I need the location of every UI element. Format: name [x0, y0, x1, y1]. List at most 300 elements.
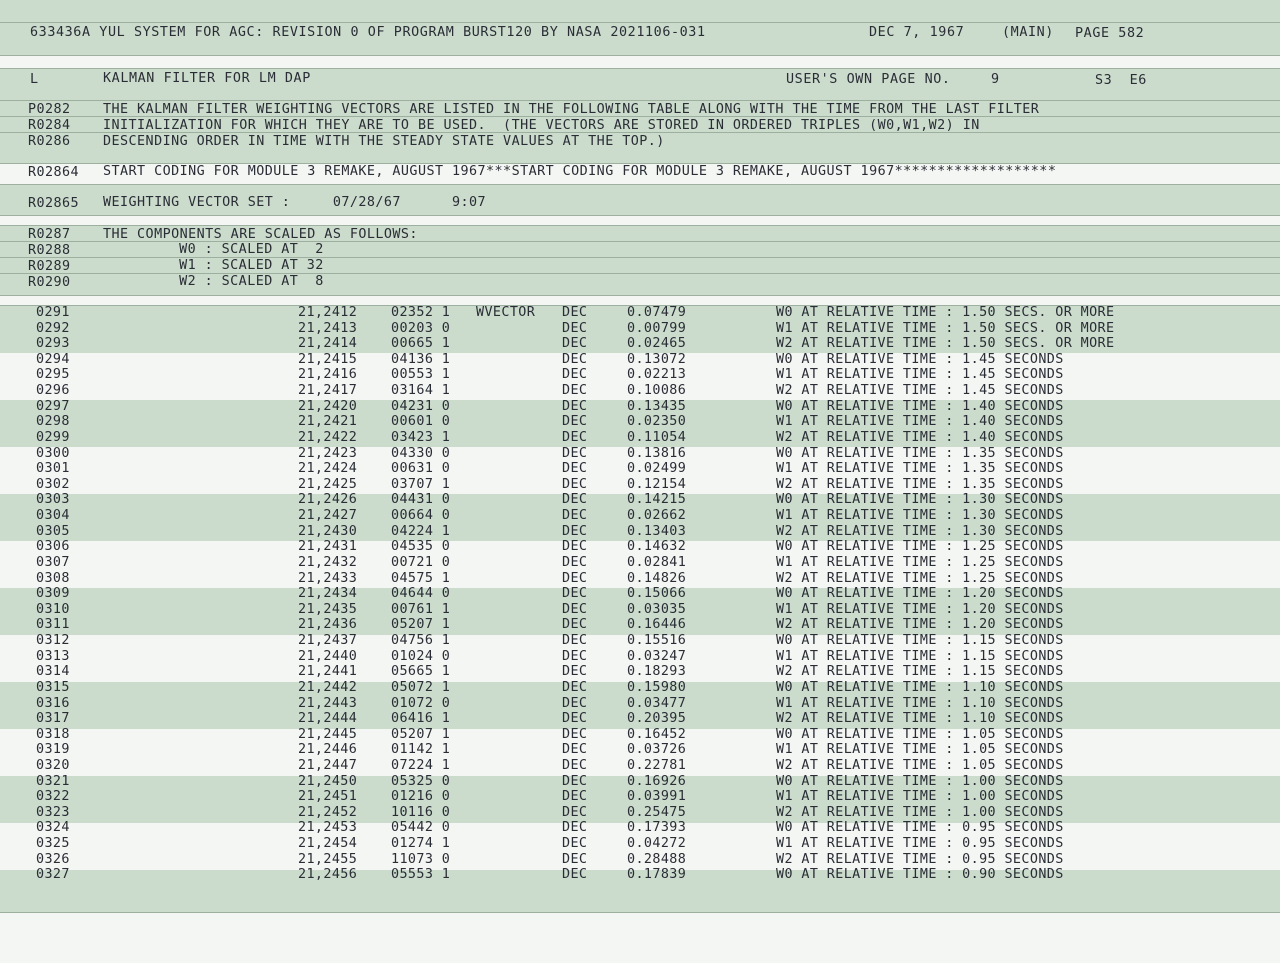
octal-word: 01024 0: [391, 648, 451, 664]
memory-address: 21,2442: [298, 679, 358, 695]
operand-value: 0.02213: [627, 367, 687, 383]
octal-word: 05207 1: [391, 617, 451, 633]
opcode: DEC: [562, 305, 588, 320]
memory-address: 21,2452: [298, 804, 358, 820]
opcode: DEC: [562, 523, 588, 539]
opcode: DEC: [562, 398, 588, 414]
comment: W2 AT RELATIVE TIME : 1.40 SECONDS: [776, 429, 1064, 445]
octal-word: 04644 0: [391, 586, 451, 602]
listing-row: [0, 617, 1280, 633]
paper-rule: [0, 22, 1280, 23]
comment: W0 AT RELATIVE TIME : 1.35 SECONDS: [776, 445, 1064, 461]
line-number: 0304: [36, 508, 70, 524]
remark-line-number: R0290: [28, 275, 71, 290]
memory-address: 21,2421: [298, 414, 358, 430]
comment: W2 AT RELATIVE TIME : 1.20 SECONDS: [776, 617, 1064, 633]
listing-row: [0, 461, 1280, 477]
header-date: DEC 7, 1967: [869, 25, 965, 40]
octal-word: 07224 1: [391, 757, 451, 773]
octal-word: 00664 0: [391, 508, 451, 524]
octal-word: 04231 0: [391, 398, 451, 414]
listing-row: [0, 789, 1280, 805]
remark-line-number: R0287: [28, 227, 71, 242]
line-number: 0297: [36, 398, 70, 414]
operand-value: 0.02499: [627, 461, 687, 477]
memory-address: 21,2415: [298, 351, 358, 367]
memory-address: 21,2431: [298, 539, 358, 555]
line-number: 0322: [36, 789, 70, 805]
opcode: DEC: [562, 633, 588, 649]
operand-value: 0.04272: [627, 836, 687, 852]
memory-address: 21,2437: [298, 633, 358, 649]
listing-row: [0, 852, 1280, 868]
listing-row: [0, 414, 1280, 430]
opcode: DEC: [562, 476, 588, 492]
memory-address: 21,2424: [298, 461, 358, 477]
listing-row: [0, 524, 1280, 540]
header-page-number: PAGE 582: [1075, 26, 1145, 41]
opcode: DEC: [562, 320, 588, 336]
operand-value: 0.16446: [627, 617, 687, 633]
opcode: DEC: [562, 554, 588, 570]
operand-value: 0.13816: [627, 445, 687, 461]
log-marker: L: [30, 72, 39, 87]
octal-word: 03164 1: [391, 383, 451, 399]
comment: W0 AT RELATIVE TIME : 1.05 SECONDS: [776, 726, 1064, 742]
memory-address: 21,2441: [298, 664, 358, 680]
octal-word: 04136 1: [391, 351, 451, 367]
memory-address: 21,2453: [298, 820, 358, 836]
comment: W1 AT RELATIVE TIME : 1.25 SECONDS: [776, 554, 1064, 570]
listing-row: [0, 321, 1280, 337]
memory-address: 21,2436: [298, 617, 358, 633]
octal-word: 03423 1: [391, 429, 451, 445]
remark-line-number: R0284: [28, 118, 71, 133]
octal-word: 03707 1: [391, 476, 451, 492]
comment: W2 AT RELATIVE TIME : 0.95 SECONDS: [776, 851, 1064, 867]
listing-row: [0, 680, 1280, 696]
opcode: DEC: [562, 664, 588, 680]
symbol-label: WVECTOR: [476, 305, 536, 320]
opcode: DEC: [562, 742, 588, 758]
comment: W2 AT RELATIVE TIME : 1.05 SECONDS: [776, 757, 1064, 773]
line-number: 0310: [36, 601, 70, 617]
octal-word: 05553 1: [391, 867, 451, 883]
operand-value: 0.14215: [627, 492, 687, 508]
memory-address: 21,2426: [298, 492, 358, 508]
operand-value: 0.17393: [627, 820, 687, 836]
line-number: 0325: [36, 836, 70, 852]
opcode: DEC: [562, 711, 588, 727]
scaling-text: THE COMPONENTS ARE SCALED AS FOLLOWS:: [103, 227, 418, 242]
listing-row: [0, 383, 1280, 399]
listing-row: [0, 633, 1280, 649]
remark-line-number: R0288: [28, 243, 71, 258]
octal-word: 00665 1: [391, 336, 451, 352]
operand-value: 0.02841: [627, 554, 687, 570]
memory-address: 21,2445: [298, 726, 358, 742]
paper-rule: [0, 68, 1280, 69]
memory-address: 21,2454: [298, 836, 358, 852]
operand-value: 0.15980: [627, 679, 687, 695]
scaling-text: W2 : SCALED AT 8: [111, 274, 324, 289]
opcode: DEC: [562, 383, 588, 399]
opcode: DEC: [562, 336, 588, 352]
memory-address: 21,2413: [298, 320, 358, 336]
comment: W0 AT RELATIVE TIME : 1.45 SECONDS: [776, 351, 1064, 367]
opcode: DEC: [562, 851, 588, 867]
memory-address: 21,2422: [298, 429, 358, 445]
line-number: 0293: [36, 336, 70, 352]
comment: W2 AT RELATIVE TIME : 1.30 SECONDS: [776, 523, 1064, 539]
paper-rule: [0, 215, 1280, 216]
remark-text: THE KALMAN FILTER WEIGHTING VECTORS ARE LISTED IN THE FOLLOWING TABLE ALONG WITH THE TIME FROM THE LAST FILTER: [103, 102, 1040, 117]
opcode: DEC: [562, 757, 588, 773]
opcode: DEC: [562, 414, 588, 430]
listing-row: [0, 477, 1280, 493]
line-number: 0308: [36, 570, 70, 586]
comment: W0 AT RELATIVE TIME : 0.95 SECONDS: [776, 820, 1064, 836]
octal-word: 05665 1: [391, 664, 451, 680]
operand-value: 0.15066: [627, 586, 687, 602]
opcode: DEC: [562, 726, 588, 742]
memory-address: 21,2414: [298, 336, 358, 352]
octal-word: 10116 0: [391, 804, 451, 820]
line-number: 0306: [36, 539, 70, 555]
octal-word: 04224 1: [391, 523, 451, 539]
remark-line-number: R0286: [28, 134, 71, 149]
user-page-label: USER'S OWN PAGE NO.: [786, 72, 951, 87]
remark-line-number: R02864: [28, 165, 80, 180]
memory-address: 21,2432: [298, 554, 358, 570]
operand-value: 0.20395: [627, 711, 687, 727]
comment: W2 AT RELATIVE TIME : 1.50 SECS. OR MORE: [776, 336, 1115, 352]
listing-row: [0, 367, 1280, 383]
line-number: 0323: [36, 804, 70, 820]
operand-value: 0.25475: [627, 804, 687, 820]
line-number: 0316: [36, 695, 70, 711]
remark-text: DESCENDING ORDER IN TIME WITH THE STEADY STATE VALUES AT THE TOP.): [103, 134, 665, 149]
line-number: 0314: [36, 664, 70, 680]
comment: W1 AT RELATIVE TIME : 1.30 SECONDS: [776, 508, 1064, 524]
listing-row: [0, 758, 1280, 774]
paper-band: [0, 912, 1280, 963]
opcode: DEC: [562, 539, 588, 555]
octal-word: 04431 0: [391, 492, 451, 508]
line-number: 0295: [36, 367, 70, 383]
listing-row: [0, 508, 1280, 524]
comment: W0 AT RELATIVE TIME : 1.15 SECONDS: [776, 633, 1064, 649]
line-number: 0317: [36, 711, 70, 727]
line-number: 0324: [36, 820, 70, 836]
opcode: DEC: [562, 508, 588, 524]
octal-word: 01142 1: [391, 742, 451, 758]
comment: W1 AT RELATIVE TIME : 1.15 SECONDS: [776, 648, 1064, 664]
listing-row: [0, 696, 1280, 712]
opcode: DEC: [562, 679, 588, 695]
line-number: 0292: [36, 320, 70, 336]
opcode: DEC: [562, 820, 588, 836]
octal-word: 05207 1: [391, 726, 451, 742]
opcode: DEC: [562, 804, 588, 820]
comment: W2 AT RELATIVE TIME : 1.00 SECONDS: [776, 804, 1064, 820]
comment: W0 AT RELATIVE TIME : 1.25 SECONDS: [776, 539, 1064, 555]
listing-row: [0, 836, 1280, 852]
comment: W1 AT RELATIVE TIME : 1.40 SECONDS: [776, 414, 1064, 430]
octal-word: 04575 1: [391, 570, 451, 586]
octal-word: 04535 0: [391, 539, 451, 555]
octal-word: 00601 0: [391, 414, 451, 430]
listing-row: [0, 492, 1280, 508]
listing-row: [0, 430, 1280, 446]
memory-address: 21,2423: [298, 445, 358, 461]
listing-row: [0, 711, 1280, 727]
opcode: DEC: [562, 429, 588, 445]
line-number: 0311: [36, 617, 70, 633]
octal-word: 05072 1: [391, 679, 451, 695]
comment: W1 AT RELATIVE TIME : 1.50 SECS. OR MORE: [776, 320, 1115, 336]
comment: W1 AT RELATIVE TIME : 1.00 SECONDS: [776, 789, 1064, 805]
weighting-vector-set: WEIGHTING VECTOR SET : 07/28/67 9:07: [103, 195, 487, 210]
line-number: 0312: [36, 633, 70, 649]
operand-value: 0.16452: [627, 726, 687, 742]
comment: W0 AT RELATIVE TIME : 1.40 SECONDS: [776, 398, 1064, 414]
paper-rule: [0, 100, 1280, 101]
operand-value: 0.28488: [627, 851, 687, 867]
opcode: DEC: [562, 648, 588, 664]
remark-text: INITIALIZATION FOR WHICH THEY ARE TO BE USED. (THE VECTORS ARE STORED IN ORDERED TRIPLES (W0,W1,W2) IN: [103, 118, 980, 133]
opcode: DEC: [562, 617, 588, 633]
line-number: 0302: [36, 476, 70, 492]
octal-word: 01072 0: [391, 695, 451, 711]
listing-row: [0, 805, 1280, 821]
line-number: 0303: [36, 492, 70, 508]
octal-word: 00761 1: [391, 601, 451, 617]
line-number: 0315: [36, 679, 70, 695]
listing-row: [0, 399, 1280, 415]
start-coding-banner: START CODING FOR MODULE 3 REMAKE, AUGUST 1967***START CODING FOR MODULE 3 REMAKE, AUGUST 1967*******************: [103, 164, 1057, 179]
octal-word: 04330 0: [391, 445, 451, 461]
memory-address: 21,2433: [298, 570, 358, 586]
listing-row: [0, 352, 1280, 368]
memory-address: 21,2440: [298, 648, 358, 664]
memory-address: 21,2417: [298, 383, 358, 399]
line-number: 0305: [36, 523, 70, 539]
comment: W2 AT RELATIVE TIME : 1.15 SECONDS: [776, 664, 1064, 680]
comment: W0 AT RELATIVE TIME : 1.50 SECS. OR MORE: [776, 305, 1115, 320]
listing-row: [0, 727, 1280, 743]
listing-row: [0, 571, 1280, 587]
octal-word: 01274 1: [391, 836, 451, 852]
operand-value: 0.13435: [627, 398, 687, 414]
user-page-number: 9: [991, 72, 1000, 87]
listing-row: [0, 602, 1280, 618]
operand-value: 0.13072: [627, 351, 687, 367]
operand-value: 0.14632: [627, 539, 687, 555]
line-number: 0294: [36, 351, 70, 367]
octal-word: 11073 0: [391, 851, 451, 867]
line-number: 0319: [36, 742, 70, 758]
memory-address: 21,2435: [298, 601, 358, 617]
octal-word: 04756 1: [391, 633, 451, 649]
memory-address: 21,2447: [298, 757, 358, 773]
memory-address: 21,2427: [298, 508, 358, 524]
comment: W0 AT RELATIVE TIME : 1.10 SECONDS: [776, 679, 1064, 695]
comment: W0 AT RELATIVE TIME : 1.00 SECONDS: [776, 773, 1064, 789]
comment: W1 AT RELATIVE TIME : 1.10 SECONDS: [776, 695, 1064, 711]
line-number: 0300: [36, 445, 70, 461]
listing-row: [0, 446, 1280, 462]
operand-value: 0.16926: [627, 773, 687, 789]
memory-address: 21,2425: [298, 476, 358, 492]
listing-row: [0, 336, 1280, 352]
comment: W0 AT RELATIVE TIME : 0.90 SECONDS: [776, 867, 1064, 883]
operand-value: 0.13403: [627, 523, 687, 539]
octal-word: 06416 1: [391, 711, 451, 727]
opcode: DEC: [562, 367, 588, 383]
listing-row: [0, 820, 1280, 836]
operand-value: 0.03726: [627, 742, 687, 758]
listing-row: [0, 305, 1280, 321]
line-number: 0296: [36, 383, 70, 399]
paper-band: [0, 55, 1280, 68]
comment: W1 AT RELATIVE TIME : 1.20 SECONDS: [776, 601, 1064, 617]
operand-value: 0.03035: [627, 601, 687, 617]
operand-value: 0.03247: [627, 648, 687, 664]
opcode: DEC: [562, 586, 588, 602]
opcode: DEC: [562, 351, 588, 367]
operand-value: 0.03991: [627, 789, 687, 805]
operand-value: 0.11054: [627, 429, 687, 445]
opcode: DEC: [562, 461, 588, 477]
paper-rule: [0, 912, 1280, 913]
octal-word: 01216 0: [391, 789, 451, 805]
line-number: 0313: [36, 648, 70, 664]
scaling-text: W0 : SCALED AT 2: [111, 242, 324, 257]
log-section-title: KALMAN FILTER FOR LM DAP: [103, 71, 311, 86]
line-number: 0321: [36, 773, 70, 789]
memory-address: 21,2443: [298, 695, 358, 711]
paper-rule: [0, 55, 1280, 56]
operand-value: 0.12154: [627, 476, 687, 492]
memory-address: 21,2416: [298, 367, 358, 383]
remark-line-number: R02865: [28, 196, 80, 211]
octal-word: 05325 0: [391, 773, 451, 789]
opcode: DEC: [562, 492, 588, 508]
comment: W2 AT RELATIVE TIME : 1.25 SECONDS: [776, 570, 1064, 586]
operand-value: 0.03477: [627, 695, 687, 711]
paper-rule: [0, 295, 1280, 296]
listing-row: [0, 664, 1280, 680]
listing-row: [0, 742, 1280, 758]
line-number: 0320: [36, 757, 70, 773]
memory-address: 21,2434: [298, 586, 358, 602]
line-number: 0299: [36, 429, 70, 445]
operand-value: 0.10086: [627, 383, 687, 399]
operand-value: 0.02465: [627, 336, 687, 352]
memory-address: 21,2451: [298, 789, 358, 805]
paper-rule: [0, 184, 1280, 185]
opcode: DEC: [562, 836, 588, 852]
memory-address: 21,2455: [298, 851, 358, 867]
line-number: 0318: [36, 726, 70, 742]
octal-word: 05442 0: [391, 820, 451, 836]
comment: W0 AT RELATIVE TIME : 1.20 SECONDS: [776, 586, 1064, 602]
octal-word: 02352 1: [391, 305, 451, 320]
memory-address: 21,2446: [298, 742, 358, 758]
memory-address: 21,2420: [298, 398, 358, 414]
listing-row: [0, 586, 1280, 602]
octal-word: 00553 1: [391, 367, 451, 383]
opcode: DEC: [562, 445, 588, 461]
opcode: DEC: [562, 867, 588, 883]
operand-value: 0.02350: [627, 414, 687, 430]
comment: W1 AT RELATIVE TIME : 1.35 SECONDS: [776, 461, 1064, 477]
opcode: DEC: [562, 601, 588, 617]
operand-value: 0.18293: [627, 664, 687, 680]
operand-value: 0.15516: [627, 633, 687, 649]
paper-rule: [0, 225, 1280, 226]
operand-value: 0.14826: [627, 570, 687, 586]
operand-value: 0.00799: [627, 320, 687, 336]
comment: W1 AT RELATIVE TIME : 1.45 SECONDS: [776, 367, 1064, 383]
listing-row: [0, 539, 1280, 555]
remark-line-number: R0289: [28, 259, 71, 274]
operand-value: 0.22781: [627, 757, 687, 773]
operand-value: 0.07479: [627, 305, 687, 320]
scaling-text: W1 : SCALED AT 32: [111, 258, 324, 273]
operand-value: 0.17839: [627, 867, 687, 883]
line-number: 0327: [36, 867, 70, 883]
opcode: DEC: [562, 695, 588, 711]
line-number: 0307: [36, 554, 70, 570]
listing-row: [0, 555, 1280, 571]
line-number: 0291: [36, 305, 70, 320]
line-number: 0309: [36, 586, 70, 602]
memory-address: 21,2450: [298, 773, 358, 789]
memory-address: 21,2430: [298, 523, 358, 539]
memory-address: 21,2412: [298, 305, 358, 320]
octal-word: 00631 0: [391, 461, 451, 477]
comment: W1 AT RELATIVE TIME : 1.05 SECONDS: [776, 742, 1064, 758]
octal-word: 00721 0: [391, 554, 451, 570]
comment: W2 AT RELATIVE TIME : 1.35 SECONDS: [776, 476, 1064, 492]
comment: W0 AT RELATIVE TIME : 1.30 SECONDS: [776, 492, 1064, 508]
comment: W2 AT RELATIVE TIME : 1.45 SECONDS: [776, 383, 1064, 399]
memory-address: 21,2456: [298, 867, 358, 883]
remark-line-number: P0282: [28, 102, 71, 117]
opcode: DEC: [562, 570, 588, 586]
memory-address: 21,2444: [298, 711, 358, 727]
listing-row: [0, 867, 1280, 883]
operand-value: 0.02662: [627, 508, 687, 524]
header-section: (MAIN): [1002, 25, 1054, 40]
opcode: DEC: [562, 789, 588, 805]
octal-word: 00203 0: [391, 320, 451, 336]
line-number: 0298: [36, 414, 70, 430]
opcode: DEC: [562, 773, 588, 789]
log-code: S3 E6: [1095, 73, 1147, 88]
listing-row: [0, 649, 1280, 665]
line-number: 0326: [36, 851, 70, 867]
listing-header: 633436A YUL SYSTEM FOR AGC: REVISION 0 OF PROGRAM BURST120 BY NASA 2021106-031: [30, 25, 706, 40]
comment: W1 AT RELATIVE TIME : 0.95 SECONDS: [776, 836, 1064, 852]
paper-band: [0, 215, 1280, 225]
listing-row: [0, 774, 1280, 790]
paper-band: [0, 295, 1280, 305]
line-number: 0301: [36, 461, 70, 477]
comment: W2 AT RELATIVE TIME : 1.10 SECONDS: [776, 711, 1064, 727]
